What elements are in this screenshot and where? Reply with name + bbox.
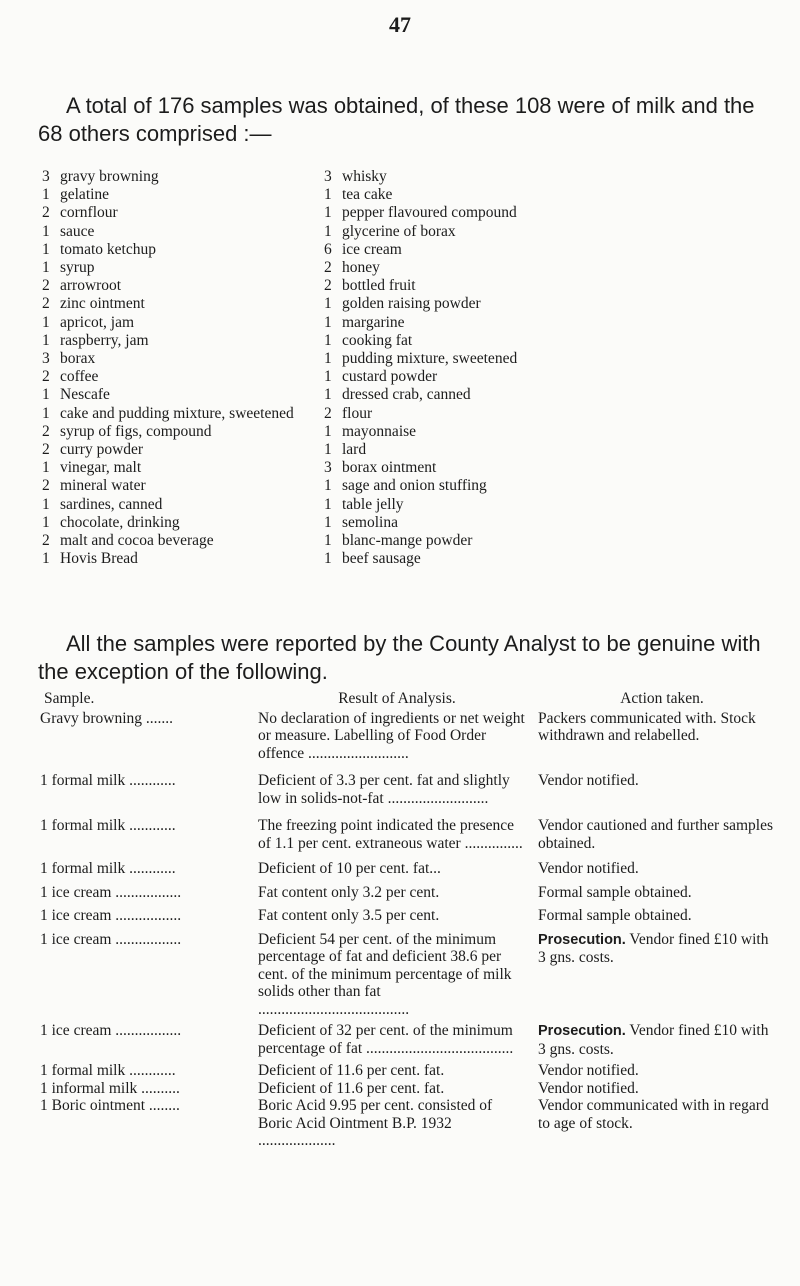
list-item	[324, 405, 774, 423]
result-cell: Deficient of 10 per cent. fat...	[258, 860, 441, 877]
summary-paragraph: All the samples were reported by the County Analyst to be genuine with the exception of the following.	[38, 631, 761, 684]
item-count: 1	[42, 386, 50, 404]
list-item	[324, 550, 774, 568]
item-name: gravy browning	[60, 168, 159, 185]
item-count: 3	[42, 168, 50, 185]
item-name: glycerine of borax	[342, 222, 456, 240]
list-item	[324, 423, 774, 441]
item-count: 2	[42, 477, 50, 495]
action-cell	[538, 817, 778, 852]
header-sample: Sample.	[44, 690, 95, 707]
list-item	[324, 368, 774, 386]
item-name: sauce	[60, 222, 95, 240]
action-text: Vendor notified.	[538, 1079, 639, 1097]
result-cell: No declaration of ingredients or net weight or measure. Labelling of Food Order offence ..........................	[258, 709, 525, 762]
item-count: 1	[324, 477, 332, 495]
item-name: margarine	[342, 313, 405, 331]
item-name: borax ointment	[342, 459, 437, 477]
table-row	[40, 860, 780, 878]
item-name: tomato ketchup	[60, 240, 156, 258]
item-count: 1	[42, 459, 50, 477]
item-count: 3	[324, 459, 332, 477]
item-name: pepper flavoured compound	[342, 204, 517, 222]
sample-cell: 1 formal milk ............	[40, 860, 176, 877]
sample-cell: 1 formal milk ............	[40, 1062, 176, 1079]
list-item	[324, 223, 774, 241]
table-row	[40, 710, 780, 763]
item-name: bottled fruit	[342, 277, 416, 295]
action-emphasis: Prosecution.	[538, 1023, 626, 1039]
result-cell: Deficient 54 per cent. of the minimum percentage of fat and deficient 38.6 per cent. of the minimum percentage of milk solids other than fat .......................................	[258, 930, 512, 1018]
item-count: 1	[42, 186, 50, 204]
action-text: Vendor fined £10 with 3 gns. costs.	[538, 1022, 769, 1058]
result-cell: Deficient of 32 per cent. of the minimum percentage of fat ......................................	[258, 1022, 514, 1057]
list-item	[324, 350, 774, 368]
action-text: Vendor fined £10 with 3 gns. costs.	[538, 930, 769, 966]
item-name: mineral water	[60, 477, 146, 495]
list-item	[324, 204, 774, 222]
item-count: 1	[42, 513, 50, 531]
list-item	[324, 295, 774, 313]
results-header	[40, 690, 780, 708]
sample-cell: 1 formal milk ............	[40, 817, 176, 834]
action-cell	[538, 907, 778, 925]
result-cell: Boric Acid 9.95 per cent. consisted of Boric Acid Ointment B.P. 1932 ....................	[258, 1097, 493, 1149]
results-body	[40, 710, 780, 1150]
action-cell	[538, 1080, 778, 1098]
item-name: raspberry, jam	[60, 331, 149, 349]
sample-cell: 1 ice cream .................	[40, 883, 182, 901]
item-count: 1	[324, 422, 332, 440]
list-item	[324, 186, 774, 204]
item-count: 1	[42, 495, 50, 513]
item-name: sage and onion stuffing	[342, 477, 487, 495]
table-row	[40, 1062, 780, 1080]
item-name: semolina	[342, 513, 398, 531]
item-name: golden raising powder	[342, 295, 481, 313]
item-name: syrup	[60, 259, 95, 277]
action-emphasis: Prosecution.	[538, 931, 626, 948]
sample-cell: 1 Boric ointment ........	[40, 1097, 180, 1114]
action-cell	[538, 710, 778, 763]
item-name: curry powder	[60, 441, 144, 459]
item-count: 1	[324, 495, 332, 513]
header-action: Action taken.	[620, 690, 704, 707]
list-item	[324, 459, 774, 477]
table-row	[40, 1080, 780, 1098]
intro-paragraph: A total of 176 samples was obtained, of these 108 were of milk and the 68 others comprised :—	[38, 93, 755, 146]
action-text: Vendor notified.	[538, 1062, 639, 1079]
table-row	[40, 817, 780, 852]
item-count: 3	[42, 350, 50, 368]
table-row	[40, 931, 780, 1019]
item-count: 1	[324, 513, 332, 531]
item-count: 2	[324, 404, 332, 422]
item-count: 1	[42, 240, 50, 258]
item-name: flour	[342, 404, 373, 422]
item-count: 1	[324, 441, 332, 459]
item-name: whisky	[342, 168, 387, 185]
item-count: 1	[324, 313, 332, 331]
sample-cell: 1 ice cream .................	[40, 1022, 182, 1039]
sample-cell: 1 ice cream .................	[40, 907, 182, 924]
item-count: 1	[324, 186, 332, 204]
item-name: honey	[342, 259, 380, 277]
action-cell	[538, 1062, 778, 1080]
results-table	[40, 690, 780, 1150]
item-count: 2	[42, 532, 50, 550]
action-cell	[538, 1022, 778, 1058]
list-item	[324, 259, 774, 277]
item-count: 1	[324, 204, 332, 222]
table-row	[40, 1022, 780, 1058]
item-count: 2	[324, 277, 332, 295]
list-item	[324, 496, 774, 514]
result-cell: Deficient of 11.6 per cent. fat.	[258, 1079, 445, 1097]
item-name: table jelly	[342, 495, 404, 513]
action-text: Vendor notified.	[538, 860, 639, 877]
result-cell: The freezing point indicated the presence of 1.1 per cent. extraneous water ...............	[258, 817, 523, 852]
action-text: Formal sample obtained.	[538, 883, 692, 901]
item-count: 1	[42, 550, 50, 568]
table-row	[40, 1097, 780, 1150]
action-text: Packers communicated with. Stock withdrawn and relabelled.	[538, 709, 756, 744]
list-item	[324, 441, 774, 459]
item-name: malt and cocoa beverage	[60, 532, 214, 550]
result-cell: Fat content only 3.2 per cent.	[258, 883, 440, 901]
item-name: coffee	[60, 368, 99, 386]
item-name: gelatine	[60, 186, 110, 204]
item-count: 2	[42, 441, 50, 459]
action-cell	[538, 772, 778, 807]
item-name: cooking fat	[342, 331, 413, 349]
item-count: 1	[324, 331, 332, 349]
item-name: mayonnaise	[342, 422, 417, 440]
item-name: zinc ointment	[60, 295, 145, 313]
list-item	[324, 532, 774, 550]
result-cell: Deficient of 3.3 per cent. fat and slightly low in solids-not-fat ..........................	[258, 772, 510, 807]
action-cell	[538, 931, 778, 1019]
item-name: syrup of figs, compound	[60, 422, 212, 440]
item-name: borax	[60, 350, 96, 368]
header-result: Result of Analysis.	[338, 690, 456, 707]
item-count: 1	[324, 222, 332, 240]
item-count: 2	[42, 422, 50, 440]
item-name: sardines, canned	[60, 495, 163, 513]
item-count: 1	[324, 532, 332, 550]
item-name: pudding mixture, sweetened	[342, 350, 518, 368]
item-count: 2	[42, 277, 50, 295]
item-count: 1	[42, 331, 50, 349]
item-count: 1	[324, 550, 332, 568]
item-count: 2	[324, 259, 332, 277]
item-name: tea cake	[342, 186, 393, 204]
item-count: 1	[42, 222, 50, 240]
page-number: 47	[389, 12, 411, 37]
sample-cell: Gravy browning .......	[40, 709, 174, 727]
table-row	[40, 884, 780, 902]
list-item	[324, 241, 774, 259]
item-count: 1	[42, 259, 50, 277]
result-cell: Fat content only 3.5 per cent.	[258, 907, 440, 924]
item-name: custard powder	[342, 368, 438, 386]
list-item	[324, 477, 774, 495]
list-item	[324, 277, 774, 295]
sample-cell: 1 informal milk ..........	[40, 1079, 180, 1097]
item-count: 1	[324, 386, 332, 404]
item-name: cornflour	[60, 204, 118, 222]
item-count: 2	[42, 295, 50, 313]
sample-cell: 1 formal milk ............	[40, 772, 176, 789]
list-item	[324, 514, 774, 532]
table-row	[40, 772, 780, 807]
item-name: cake and pudding mixture, sweetened	[60, 404, 294, 422]
item-count: 3	[324, 168, 332, 185]
item-count: 1	[324, 350, 332, 368]
item-count: 1	[324, 295, 332, 313]
result-cell: Deficient of 11.6 per cent. fat.	[258, 1062, 445, 1079]
items-list-right	[324, 168, 774, 568]
list-item	[324, 168, 774, 186]
item-name: arrowroot	[60, 277, 122, 295]
action-text: Vendor communicated with in regard to age of stock.	[538, 1097, 769, 1132]
list-item	[324, 332, 774, 350]
item-name: ice cream	[342, 240, 402, 258]
item-name: beef sausage	[342, 550, 421, 568]
list-item	[324, 386, 774, 404]
item-name: dressed crab, canned	[342, 386, 471, 404]
item-count: 1	[42, 313, 50, 331]
item-name: lard	[342, 441, 367, 459]
item-count: 1	[324, 368, 332, 386]
action-cell	[538, 1097, 778, 1150]
action-cell	[538, 860, 778, 878]
item-name: vinegar, malt	[60, 459, 142, 477]
action-cell	[538, 884, 778, 902]
item-count: 2	[42, 204, 50, 222]
sample-cell: 1 ice cream .................	[40, 930, 182, 948]
item-name: chocolate, drinking	[60, 513, 180, 531]
action-text: Formal sample obtained.	[538, 907, 692, 924]
item-count: 2	[42, 368, 50, 386]
table-row	[40, 907, 780, 925]
item-name: apricot, jam	[60, 313, 135, 331]
item-name: Nescafe	[60, 386, 110, 404]
item-name: Hovis Bread	[60, 550, 138, 568]
action-text: Vendor notified.	[538, 772, 639, 789]
list-item	[324, 314, 774, 332]
item-count: 1	[42, 404, 50, 422]
action-text: Vendor cautioned and further samples obtained.	[538, 817, 774, 852]
item-name: blanc-mange powder	[342, 532, 473, 550]
item-count: 6	[324, 240, 332, 258]
